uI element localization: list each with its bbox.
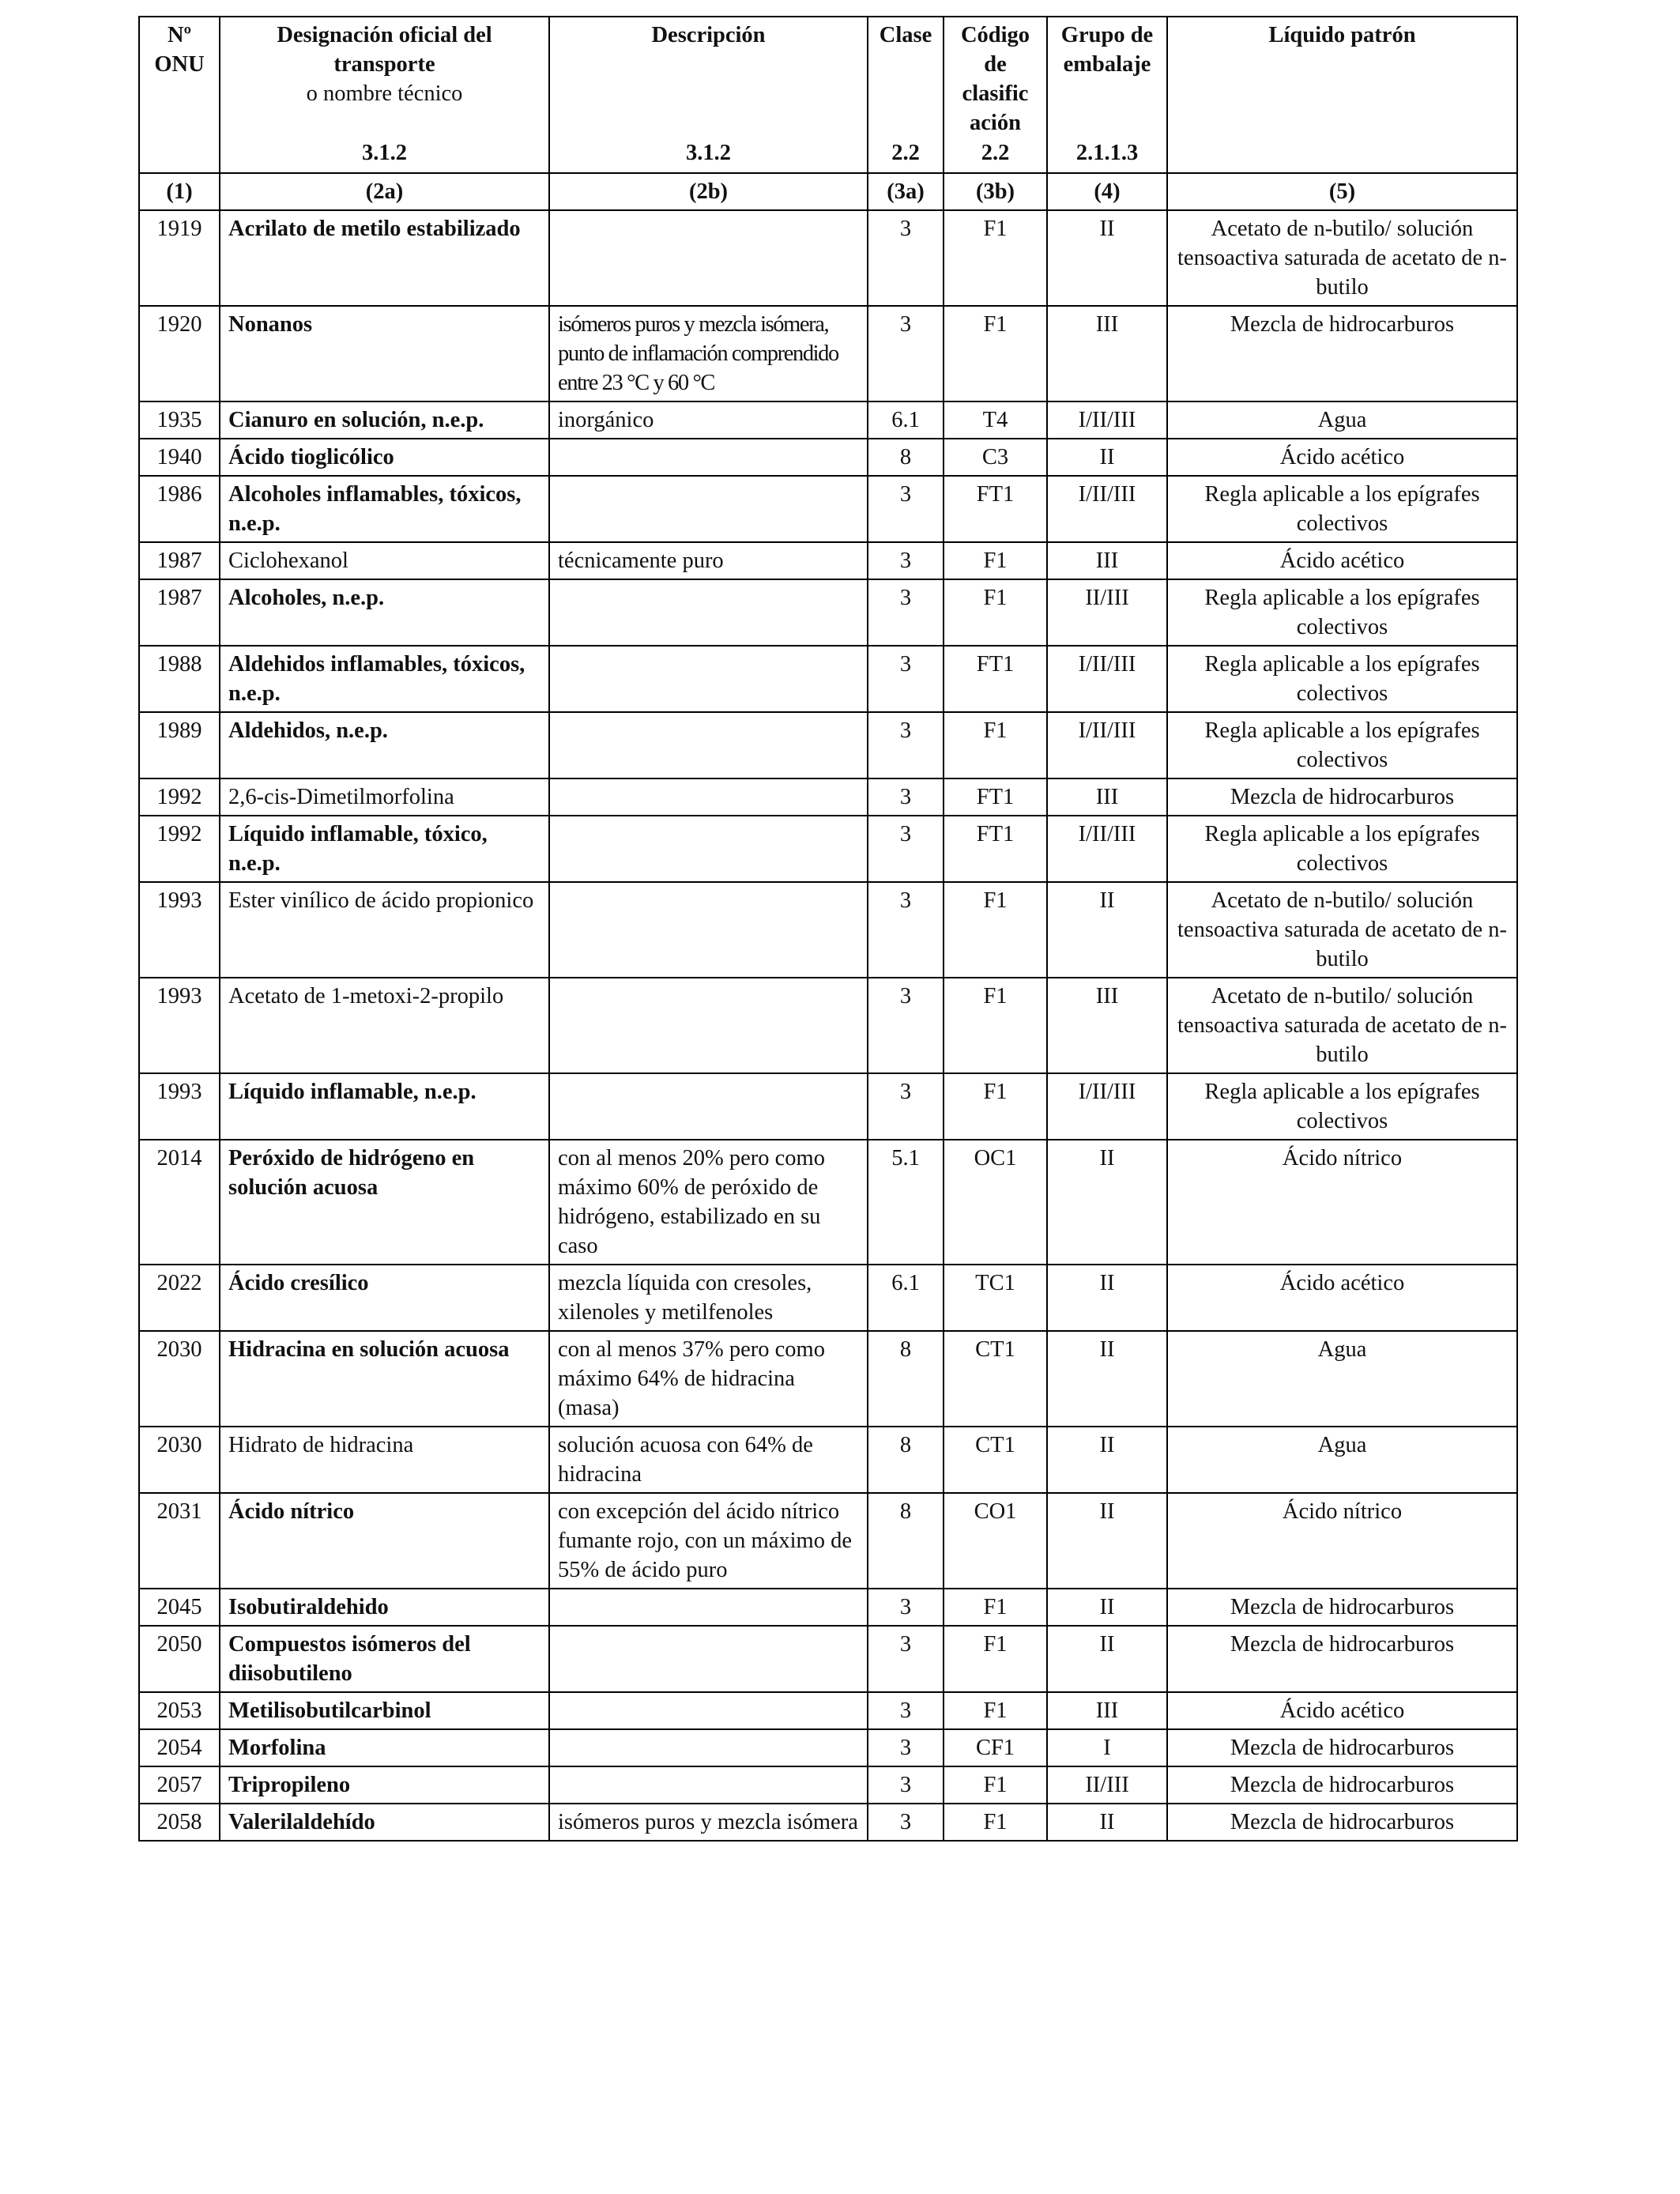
packing-group-cell: III (1047, 306, 1167, 401)
standard-liquid-cell: Mezcla de hidrocarburos (1167, 1766, 1517, 1804)
classification-code-cell: F1 (944, 210, 1047, 306)
designation-cell: Acrilato de metilo estabilizado (220, 210, 549, 306)
description-cell (549, 1589, 868, 1626)
class-cell: 3 (868, 712, 944, 778)
standard-liquid-cell: Regla aplicable a los epígrafes colectivos (1167, 476, 1517, 542)
packing-group-cell: II (1047, 1589, 1167, 1626)
class-cell: 3 (868, 1626, 944, 1692)
standard-liquid-cell: Mezcla de hidrocarburos (1167, 1589, 1517, 1626)
class-cell: 3 (868, 1692, 944, 1729)
column-number: (3a) (868, 173, 944, 210)
packing-group-cell: I/II/III (1047, 816, 1167, 882)
header-classification-code (944, 17, 1047, 173)
un-number-cell: 2045 (139, 1589, 220, 1626)
class-cell: 3 (868, 1804, 944, 1841)
table-row (139, 1626, 1517, 1692)
un-number-cell: 2030 (139, 1331, 220, 1427)
un-number-cell: 2058 (139, 1804, 220, 1841)
un-number-cell: 1987 (139, 542, 220, 579)
header-un-number (139, 17, 220, 173)
description-cell (549, 1626, 868, 1692)
standard-liquid-cell: Agua (1167, 401, 1517, 439)
table-row (139, 1493, 1517, 1589)
column-number: (3b) (944, 173, 1047, 210)
header-row (139, 17, 1517, 173)
class-cell: 3 (868, 476, 944, 542)
classification-code-cell: F1 (944, 1626, 1047, 1692)
table-body (139, 210, 1517, 1841)
header-title: Nº ONU (154, 23, 205, 77)
designation-cell: Metilisobutilcarbinol (220, 1692, 549, 1729)
table-row (139, 439, 1517, 476)
description-cell: con excepción del ácido nítrico fumante rojo, con un máximo de 55% de ácido puro (549, 1493, 868, 1589)
classification-code-cell: CF1 (944, 1729, 1047, 1766)
column-number: (5) (1167, 173, 1517, 210)
standard-liquid-cell: Acetato de n-butilo/ solución tensoactiva saturada de acetato de n-butilo (1167, 978, 1517, 1073)
standard-liquid-cell: Ácido acético (1167, 1692, 1517, 1729)
classification-code-cell: F1 (944, 579, 1047, 646)
description-cell (549, 476, 868, 542)
class-cell: 3 (868, 542, 944, 579)
un-number-cell: 1993 (139, 978, 220, 1073)
header-reference: 3.1.2 (362, 141, 407, 165)
description-cell: inorgánico (549, 401, 868, 439)
designation-cell: Isobutiraldehido (220, 1589, 549, 1626)
class-cell: 3 (868, 210, 944, 306)
un-number-cell: 1988 (139, 646, 220, 712)
designation-cell: Nonanos (220, 306, 549, 401)
description-cell (549, 646, 868, 712)
description-cell (549, 816, 868, 882)
packing-group-cell: II/III (1047, 579, 1167, 646)
class-cell: 6.1 (868, 1265, 944, 1331)
class-cell: 3 (868, 882, 944, 978)
description-cell: isómeros puros y mezcla isómera, punto de inflamación comprendido entre 23 °C y 60 °C (549, 306, 868, 401)
designation-cell: 2,6-cis-Dimetilmorfolina (220, 778, 549, 816)
class-cell: 3 (868, 1589, 944, 1626)
classification-code-cell: F1 (944, 1589, 1047, 1626)
table-row (139, 1692, 1517, 1729)
classification-code-cell: CT1 (944, 1427, 1047, 1493)
class-cell: 8 (868, 439, 944, 476)
class-cell: 3 (868, 306, 944, 401)
classification-code-cell: TC1 (944, 1265, 1047, 1331)
classification-code-cell: FT1 (944, 816, 1047, 882)
class-cell: 3 (868, 1729, 944, 1766)
packing-group-cell: II (1047, 1804, 1167, 1841)
standard-liquid-cell: Mezcla de hidrocarburos (1167, 306, 1517, 401)
standard-liquid-cell: Mezcla de hidrocarburos (1167, 1626, 1517, 1692)
description-cell (549, 1692, 868, 1729)
table-row (139, 778, 1517, 816)
table-row (139, 1427, 1517, 1493)
class-cell: 3 (868, 1073, 944, 1140)
table-row (139, 542, 1517, 579)
column-number: (2b) (549, 173, 868, 210)
table-row (139, 712, 1517, 778)
table-row (139, 1331, 1517, 1427)
packing-group-cell: I (1047, 1729, 1167, 1766)
table-row (139, 306, 1517, 401)
un-number-cell: 1919 (139, 210, 220, 306)
class-cell: 8 (868, 1331, 944, 1427)
un-number-cell: 2014 (139, 1140, 220, 1265)
class-cell: 8 (868, 1427, 944, 1493)
description-cell (549, 210, 868, 306)
classification-code-cell: F1 (944, 1073, 1047, 1140)
standard-liquid-cell: Regla aplicable a los epígrafes colectivos (1167, 816, 1517, 882)
standard-liquid-cell: Regla aplicable a los epígrafes colectivos (1167, 1073, 1517, 1140)
designation-cell: Morfolina (220, 1729, 549, 1766)
un-number-cell: 2031 (139, 1493, 220, 1589)
standard-liquid-cell: Ácido nítrico (1167, 1140, 1517, 1265)
class-cell: 3 (868, 1766, 944, 1804)
header-title: Designación oficial del transporte (277, 23, 492, 77)
column-number: (4) (1047, 173, 1167, 210)
un-number-cell: 1987 (139, 579, 220, 646)
table-row (139, 1804, 1517, 1841)
class-cell: 3 (868, 978, 944, 1073)
table-row (139, 1729, 1517, 1766)
classification-code-cell: C3 (944, 439, 1047, 476)
packing-group-cell: II (1047, 1140, 1167, 1265)
packing-group-cell: I/II/III (1047, 401, 1167, 439)
description-cell (549, 1729, 868, 1766)
packing-group-cell: II (1047, 882, 1167, 978)
table-row (139, 1073, 1517, 1140)
designation-cell: Alcoholes, n.e.p. (220, 579, 549, 646)
un-number-cell: 2054 (139, 1729, 220, 1766)
designation-cell: Ácido tioglicólico (220, 439, 549, 476)
packing-group-cell: I/II/III (1047, 646, 1167, 712)
un-number-cell: 1986 (139, 476, 220, 542)
header-title: Código de clasific ación (960, 23, 1030, 135)
standard-liquid-cell: Agua (1167, 1427, 1517, 1493)
standard-liquid-cell: Ácido acético (1167, 439, 1517, 476)
un-number-cell: 1920 (139, 306, 220, 401)
description-cell: isómeros puros y mezcla isómera (549, 1804, 868, 1841)
designation-cell: Hidracina en solución acuosa (220, 1331, 549, 1427)
designation-cell: Ácido cresílico (220, 1265, 549, 1331)
standard-liquid-cell: Agua (1167, 1331, 1517, 1427)
designation-cell: Líquido inflamable, n.e.p. (220, 1073, 549, 1140)
classification-code-cell: F1 (944, 306, 1047, 401)
header-description (549, 17, 868, 173)
standard-liquid-cell: Mezcla de hidrocarburos (1167, 1804, 1517, 1841)
designation-cell: Acetato de 1-metoxi-2-propilo (220, 978, 549, 1073)
header-class (868, 17, 944, 173)
packing-group-cell: II (1047, 1265, 1167, 1331)
description-cell: técnicamente puro (549, 542, 868, 579)
standard-liquid-cell: Regla aplicable a los epígrafes colectivos (1167, 579, 1517, 646)
designation-cell: Ciclohexanol (220, 542, 549, 579)
header-designation (220, 17, 549, 173)
un-number-cell: 2057 (139, 1766, 220, 1804)
column-number: (1) (139, 173, 220, 210)
class-cell: 6.1 (868, 401, 944, 439)
class-cell: 3 (868, 778, 944, 816)
table-row (139, 476, 1517, 542)
designation-cell: Cianuro en solución, n.e.p. (220, 401, 549, 439)
header-title: Descripción (651, 23, 766, 47)
column-number-row (139, 173, 1517, 210)
description-cell (549, 712, 868, 778)
designation-cell: Alcoholes inflamables, tóxicos, n.e.p. (220, 476, 549, 542)
table-row (139, 1140, 1517, 1265)
description-cell: con al menos 20% pero como máximo 60% de peróxido de hidrógeno, estabilizado en su caso (549, 1140, 868, 1265)
dangerous-goods-table (138, 16, 1518, 1842)
table-row (139, 1766, 1517, 1804)
packing-group-cell: III (1047, 978, 1167, 1073)
packing-group-cell: I/II/III (1047, 712, 1167, 778)
description-cell (549, 579, 868, 646)
standard-liquid-cell: Acetato de n-butilo/ solución tensoactiva saturada de acetato de n-butilo (1167, 210, 1517, 306)
packing-group-cell: II (1047, 210, 1167, 306)
packing-group-cell: II (1047, 1331, 1167, 1427)
description-cell: con al menos 37% pero como máximo 64% de hidracina (masa) (549, 1331, 868, 1427)
classification-code-cell: CT1 (944, 1331, 1047, 1427)
class-cell: 3 (868, 579, 944, 646)
designation-cell: Valerilaldehído (220, 1804, 549, 1841)
standard-liquid-cell: Ácido acético (1167, 542, 1517, 579)
un-number-cell: 2050 (139, 1626, 220, 1692)
description-cell (549, 439, 868, 476)
header-title: Clase (879, 23, 932, 47)
un-number-cell: 1993 (139, 1073, 220, 1140)
classification-code-cell: F1 (944, 712, 1047, 778)
packing-group-cell: II (1047, 1626, 1167, 1692)
packing-group-cell: III (1047, 542, 1167, 579)
header-reference: 2.2 (981, 141, 1010, 165)
description-cell (549, 978, 868, 1073)
header-reference: 2.1.1.3 (1075, 141, 1139, 165)
header-reference: 3.1.2 (686, 141, 731, 165)
table-row (139, 978, 1517, 1073)
header-subtitle: o nombre técnico (306, 81, 463, 106)
table-row (139, 816, 1517, 882)
classification-code-cell: OC1 (944, 1140, 1047, 1265)
table-row (139, 210, 1517, 306)
classification-code-cell: T4 (944, 401, 1047, 439)
un-number-cell: 1992 (139, 778, 220, 816)
designation-cell: Tripropileno (220, 1766, 549, 1804)
classification-code-cell: F1 (944, 1766, 1047, 1804)
designation-cell: Ester vinílico de ácido propionico (220, 882, 549, 978)
classification-code-cell: FT1 (944, 646, 1047, 712)
table-row (139, 401, 1517, 439)
header-packing-group (1047, 17, 1167, 173)
packing-group-cell: III (1047, 778, 1167, 816)
un-number-cell: 1935 (139, 401, 220, 439)
table-row (139, 1589, 1517, 1626)
designation-cell: Hidrato de hidracina (220, 1427, 549, 1493)
packing-group-cell: III (1047, 1692, 1167, 1729)
header-standard-liquid (1167, 17, 1517, 173)
header-title: Grupo de embalaje (1060, 23, 1154, 77)
description-cell: mezcla líquida con cresoles, xilenoles y metilfenoles (549, 1265, 868, 1331)
packing-group-cell: II/III (1047, 1766, 1167, 1804)
column-number: (2a) (220, 173, 549, 210)
header-reference: 2.2 (891, 141, 920, 165)
classification-code-cell: F1 (944, 1804, 1047, 1841)
designation-cell: Peróxido de hidrógeno en solución acuosa (220, 1140, 549, 1265)
description-cell (549, 1766, 868, 1804)
table-row (139, 882, 1517, 978)
standard-liquid-cell: Mezcla de hidrocarburos (1167, 778, 1517, 816)
designation-cell: Ácido nítrico (220, 1493, 549, 1589)
standard-liquid-cell: Mezcla de hidrocarburos (1167, 1729, 1517, 1766)
designation-cell: Compuestos isómeros del diisobutileno (220, 1626, 549, 1692)
header-title: Líquido patrón (1268, 23, 1416, 47)
classification-code-cell: FT1 (944, 476, 1047, 542)
un-number-cell: 2022 (139, 1265, 220, 1331)
packing-group-cell: I/II/III (1047, 476, 1167, 542)
standard-liquid-cell: Regla aplicable a los epígrafes colectivos (1167, 712, 1517, 778)
un-number-cell: 2053 (139, 1692, 220, 1729)
table-row (139, 646, 1517, 712)
standard-liquid-cell: Ácido nítrico (1167, 1493, 1517, 1589)
description-cell (549, 778, 868, 816)
classification-code-cell: F1 (944, 542, 1047, 579)
table-row (139, 1265, 1517, 1331)
classification-code-cell: FT1 (944, 778, 1047, 816)
packing-group-cell: II (1047, 439, 1167, 476)
designation-cell: Líquido inflamable, tóxico, n.e.p. (220, 816, 549, 882)
standard-liquid-cell: Regla aplicable a los epígrafes colectivos (1167, 646, 1517, 712)
classification-code-cell: F1 (944, 882, 1047, 978)
un-number-cell: 2030 (139, 1427, 220, 1493)
packing-group-cell: I/II/III (1047, 1073, 1167, 1140)
packing-group-cell: II (1047, 1493, 1167, 1589)
standard-liquid-cell: Acetato de n-butilo/ solución tensoactiva saturada de acetato de n-butilo (1167, 882, 1517, 978)
classification-code-cell: F1 (944, 978, 1047, 1073)
class-cell: 5.1 (868, 1140, 944, 1265)
un-number-cell: 1992 (139, 816, 220, 882)
table-row (139, 579, 1517, 646)
designation-cell: Aldehidos, n.e.p. (220, 712, 549, 778)
classification-code-cell: CO1 (944, 1493, 1047, 1589)
class-cell: 3 (868, 816, 944, 882)
un-number-cell: 1993 (139, 882, 220, 978)
class-cell: 3 (868, 646, 944, 712)
description-cell (549, 882, 868, 978)
un-number-cell: 1940 (139, 439, 220, 476)
class-cell: 8 (868, 1493, 944, 1589)
un-number-cell: 1989 (139, 712, 220, 778)
description-cell: solución acuosa con 64% de hidracina (549, 1427, 868, 1493)
standard-liquid-cell: Ácido acético (1167, 1265, 1517, 1331)
designation-cell: Aldehidos inflamables, tóxicos, n.e.p. (220, 646, 549, 712)
classification-code-cell: F1 (944, 1692, 1047, 1729)
description-cell (549, 1073, 868, 1140)
packing-group-cell: II (1047, 1427, 1167, 1493)
